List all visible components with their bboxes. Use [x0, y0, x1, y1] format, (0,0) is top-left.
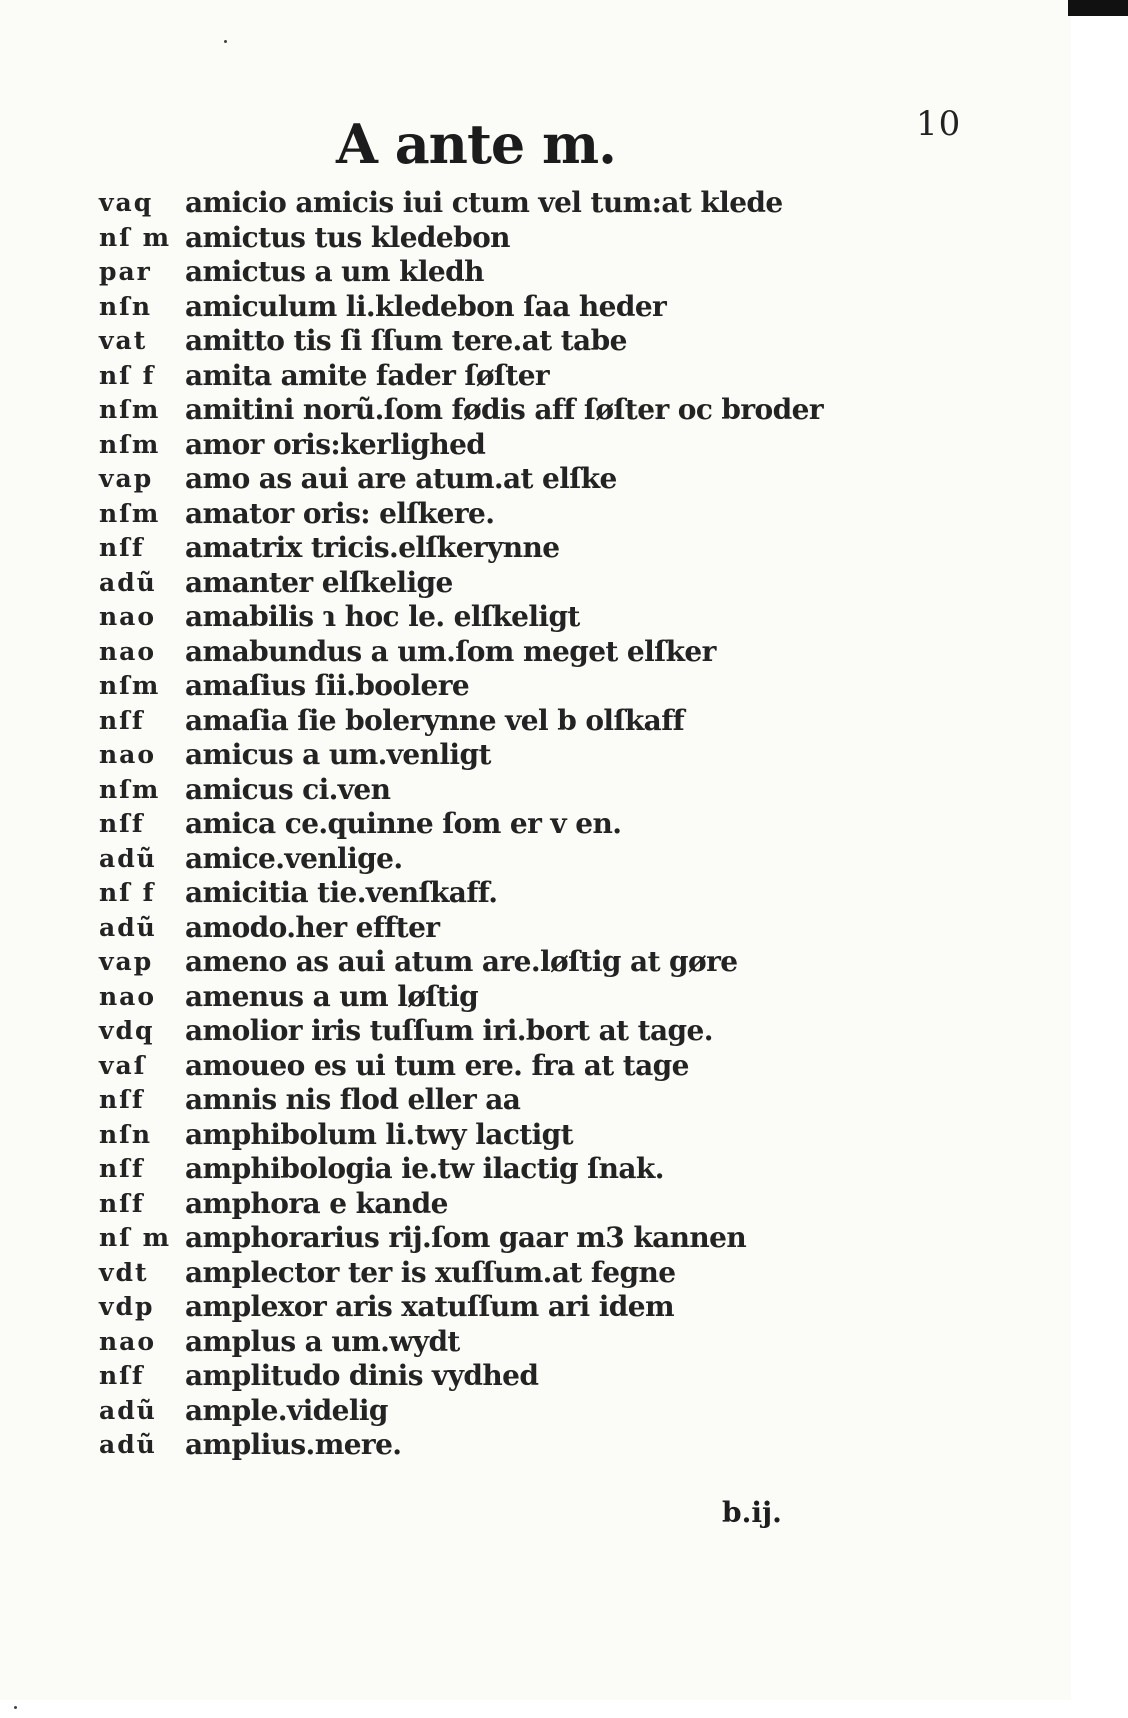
entry-row — [99, 393, 879, 428]
entry-row — [99, 911, 879, 946]
entry-text: ample.videlig — [185, 1393, 388, 1427]
entry-text: amor oris:kerlighed — [185, 427, 486, 461]
entry-row — [99, 1152, 879, 1187]
grammar-abbreviation: nſm — [99, 395, 161, 424]
grammar-abbreviation: nao — [99, 981, 157, 1011]
entry-text: amplector ter is xuſſum.at fegne — [185, 1255, 676, 1289]
grammar-abbreviation: nſf — [99, 533, 145, 562]
entry-row — [99, 1049, 879, 1084]
entry-text: amodo.her effter — [185, 910, 440, 944]
grammar-abbreviation: nao — [99, 740, 157, 769]
entry-row — [99, 1187, 879, 1222]
grammar-abbreviation: nſf — [99, 1188, 145, 1218]
entry-row — [99, 221, 879, 256]
grammar-abbreviation: nſn — [99, 291, 153, 321]
grammar-abbreviation: nſf — [99, 809, 145, 838]
entry-row — [99, 1290, 879, 1325]
entry-row — [99, 1118, 879, 1153]
entry-row — [99, 807, 879, 842]
entry-row — [99, 1256, 879, 1291]
entry-row — [99, 876, 879, 911]
entry-text: amicus ci.ven — [185, 772, 391, 806]
entry-text: amo as aui are atum.at elſke — [185, 462, 617, 495]
scan-margin-bottom — [0, 1700, 1128, 1718]
grammar-abbreviation: adũ — [99, 1395, 157, 1425]
entry-text: amictus tus kledebon — [185, 220, 510, 254]
grammar-abbreviation: nſ f — [99, 360, 156, 390]
entry-row — [99, 1428, 879, 1463]
entry-text: amphibologia ie.tw ilactig ſnak. — [185, 1152, 664, 1185]
entry-text: amoueo es ui tum ere. fra at tage — [185, 1048, 689, 1082]
entry-text: amaſius ſii.boolere — [185, 669, 470, 702]
entry-text: amita amite fader ſøſter — [185, 358, 550, 392]
entry-text: amplitudo dinis vydhed — [185, 1359, 539, 1392]
grammar-abbreviation: nao — [99, 602, 157, 631]
grammar-abbreviation: vat — [99, 326, 148, 355]
grammar-abbreviation: adũ — [99, 912, 157, 942]
grammar-abbreviation: nſf — [99, 705, 145, 735]
entry-text: amice.venlige. — [185, 841, 403, 875]
entry-row — [99, 635, 879, 670]
entry-text: amabilis ɿ hoc le. elſkeligt — [185, 600, 580, 633]
entry-text: amolior iris tuſſum iri.bort at tage. — [185, 1014, 713, 1047]
ink-speck — [224, 40, 227, 43]
entry-row — [99, 290, 879, 325]
grammar-abbreviation: vap — [99, 464, 154, 493]
dictionary-entries — [99, 186, 879, 1463]
entry-text: amplus a um.wydt — [185, 1324, 460, 1358]
grammar-abbreviation: vaq — [99, 188, 154, 217]
running-heading: A ante m. — [336, 112, 616, 176]
signature-mark: b.ij. — [722, 1496, 782, 1529]
grammar-abbreviation: nſf — [99, 1361, 145, 1390]
page-number: 10 — [916, 104, 962, 144]
entry-row — [99, 1083, 879, 1118]
entry-row — [99, 359, 879, 394]
grammar-abbreviation: nao — [99, 636, 157, 666]
entry-row — [99, 773, 879, 808]
entry-text: amator oris: elſkere. — [185, 496, 495, 530]
grammar-abbreviation: nſf — [99, 1154, 145, 1183]
entry-text: amica ce.quinne ſom er v en. — [185, 807, 622, 840]
entry-row — [99, 842, 879, 877]
entry-text: amicitia tie.venſkaff. — [185, 876, 498, 909]
grammar-abbreviation: nſm — [99, 671, 161, 700]
grammar-abbreviation: nao — [99, 1326, 157, 1356]
entry-text: amplius.mere. — [185, 1428, 402, 1461]
grammar-abbreviation: adũ — [99, 843, 157, 873]
ink-speck — [14, 1706, 17, 1709]
grammar-abbreviation: nſ m — [99, 222, 172, 252]
entry-text: amitto tis ſi ſſum tere.at tabe — [185, 324, 627, 357]
grammar-abbreviation: nſm — [99, 498, 161, 528]
grammar-abbreviation: vdp — [99, 1292, 155, 1321]
grammar-abbreviation: nſ f — [99, 878, 156, 907]
entry-text: amiculum li.kledebon ſaa heder — [185, 289, 667, 323]
grammar-abbreviation: vdt — [99, 1257, 149, 1287]
grammar-abbreviation: adũ — [99, 1430, 157, 1459]
entry-row — [99, 1325, 879, 1360]
entry-row — [99, 945, 879, 980]
entry-text: amplexor aris xatuſſum ari idem — [185, 1290, 674, 1323]
entry-text: amphora e kande — [185, 1186, 448, 1220]
entry-row — [99, 1014, 879, 1049]
entry-row — [99, 497, 879, 532]
entry-row — [99, 324, 879, 359]
entry-row — [99, 462, 879, 497]
entry-text: amatrix tricis.elſkerynne — [185, 531, 560, 564]
entry-text: amicio amicis iui ctum vel tum:at klede — [185, 186, 783, 219]
entry-row — [99, 255, 879, 290]
entry-row — [99, 738, 879, 773]
entry-text: amanter elſkelige — [185, 565, 453, 599]
grammar-abbreviation: vaſ — [99, 1050, 147, 1080]
grammar-abbreviation: par — [99, 257, 152, 286]
entry-row — [99, 600, 879, 635]
entry-text: amicus a um.venligt — [185, 738, 491, 771]
entry-text: amphorarius rij.ſom gaar m3 kannen — [185, 1221, 747, 1254]
entry-text: amaſia ſie bolerynne vel b olſkaff — [185, 703, 685, 737]
grammar-abbreviation: nſm — [99, 429, 161, 459]
grammar-abbreviation: adũ — [99, 567, 157, 597]
entry-text: amictus a um kledh — [185, 255, 484, 288]
grammar-abbreviation: nſ m — [99, 1223, 172, 1252]
entry-text: amphibolum li.twy lactigt — [185, 1117, 573, 1151]
entry-text: amnis nis flod eller aa — [185, 1083, 521, 1116]
entry-row — [99, 1221, 879, 1256]
entry-text: ameno as aui atum are.løſtig at gøre — [185, 945, 738, 978]
grammar-abbreviation: vap — [99, 947, 154, 976]
scan-margin-right — [1071, 0, 1128, 1718]
entry-row — [99, 428, 879, 463]
grammar-abbreviation: nſf — [99, 1085, 145, 1114]
entry-row — [99, 669, 879, 704]
entry-row — [99, 980, 879, 1015]
entry-row — [99, 186, 879, 221]
grammar-abbreviation: nſm — [99, 774, 161, 804]
grammar-abbreviation: vdq — [99, 1016, 155, 1045]
entry-text: amabundus a um.ſom meget elſker — [185, 634, 716, 668]
entry-row — [99, 1394, 879, 1429]
entry-row — [99, 1359, 879, 1394]
scan-edge-bar — [1068, 0, 1128, 16]
entry-row — [99, 531, 879, 566]
entry-row — [99, 566, 879, 601]
entry-row — [99, 704, 879, 739]
entry-text: amenus a um løſtig — [185, 979, 479, 1013]
entry-text: amitini norũ.ſom fødis aff ſøſter oc broder — [185, 393, 823, 426]
grammar-abbreviation: nſn — [99, 1119, 153, 1149]
